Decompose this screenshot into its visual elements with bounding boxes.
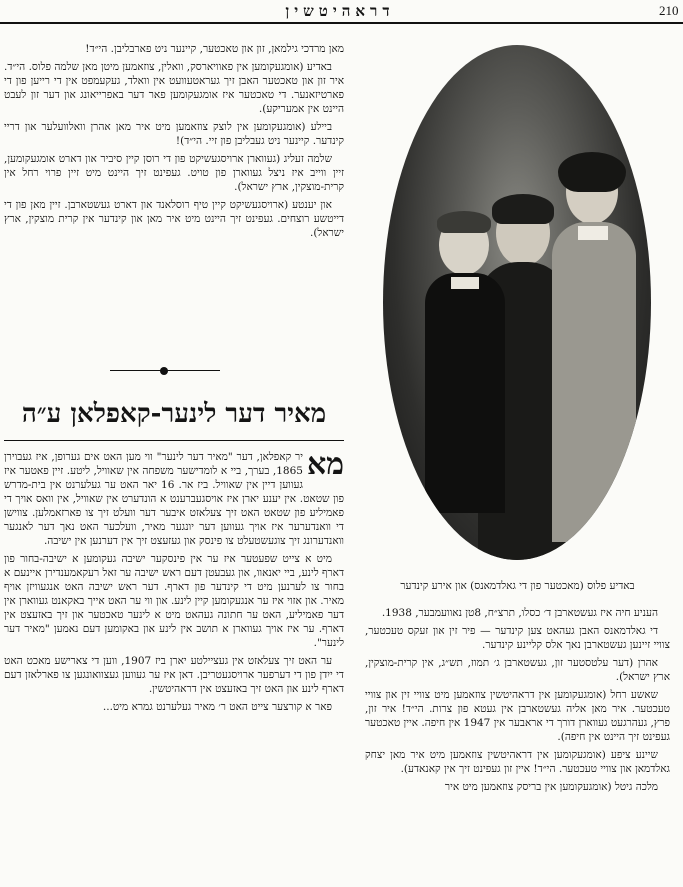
paragraph: שלמה זעליג (געווארן ארויסגעשיקט פון די רוסן קיין סיביר און דארט אומגעקומען, זיין ווייב איז ניצל געווארן פון טויט. געפינט זיך היינט מיט זיין פרוי רחל אין קרית-מוצקין, ארץ ישראל). <box>4 153 344 193</box>
article-title: מאיר דער לינער-קאפלאן ע״ה <box>21 399 327 429</box>
paragraph-text: יר קאפלאן, דער "מאיר דער לינער" ווי מען האט אים גערופן, איז געבוירן 1865, בערך, ביי א לומדישער משפחה אין שאוויל, ליטע. זיין פאטער איז געווען דיין אין שאוויל. ביז אר. 16 יאר האט ער געלערנט אין בית-מדרש פון שטאט. אין יענע יארן איז אויסגעברענט א הונדערט אין שאוויל, אין וואס אויך די פאמיליע פון שטאט האט זיך צעלאזט איבער דער וועלט זיך צו פארזאמלען. צווישן די וואנדערער איז אויך געווען דער יונגער מאיר, וועלכער האט נאך דער לאנגער וואנדערונג זיך צוגעשטעלט צו פינסק און געזעצט זיך אין דערנען אין ישיבה. <box>4 451 344 547</box>
paragraph: פאר א קורצער צייט האט ר׳ מאיר געלערנט גמרא מיט... <box>102 701 332 713</box>
family-photo <box>365 40 670 570</box>
article-body <box>4 447 344 718</box>
left-column-text <box>4 42 344 244</box>
paragraph: ביילע (אומגעקומען אין לוצק צוזאמען מיט איר מאן אהרן וואלוועלער און דריי קינדער. קיינער ניט געבליבן פון זיי. הי״ד)! <box>4 121 344 147</box>
paragraph: העניע חיה איז געשטארבן ד׳ כסלו, תרצ״ח, 8טן נאוועמבער, 1938. <box>381 607 658 619</box>
paragraph: שאשע רחל (אומגעקומען אין דראהיטשין צוזאמען מיט צוויי זין און צוויי טעכטער. איר מאן אליה געשטארבן אין געטא פון צרות. הי״ד! איר זון, פרץ, געהרגעט געווארן דורך די אראבער אין 1947 אין חיפה. איין טאכטער געפינט זיך היינט אין חיפה). <box>365 689 670 743</box>
drop-cap: מא <box>306 447 344 482</box>
running-title: דראהיטשין <box>285 2 395 20</box>
photo-caption: באדיע פלוס (מאכטער פון די גאלדמאנס) און אירע קינדער <box>400 580 635 592</box>
title-rule <box>4 440 344 441</box>
girl-figure <box>548 160 638 540</box>
section-divider <box>110 364 220 378</box>
oval-portrait <box>383 45 651 560</box>
paragraph: באדיע (אומגעקומען אין פאוויארסק, וואלין, צוזאמען מיטן מאן שלמה פלוס. הי״ד. איר זון און טאכטער האבן זיך געראטעוועט אין וואלד, געקעמפט אין די רייען פון די פארטיזאנער. די טאכטער איז אומגעקומען פאר דער באפרייאונג און דער זון לעבט היינט אין אמעריקע). <box>4 61 344 115</box>
right-column-text <box>365 606 670 798</box>
paragraph: שיינע ציפע (אומגעקומען אין דראהיטשין צוזאמען מיט איר מאן יצחק גאלדמאן און צוויי טעכטער. הי״ד! איין זון געפינט זיך אין קאנאדע). <box>365 749 670 775</box>
paragraph: די גאלדמאנס האבן געהאט צען קינדער — פיר זין און זעקס טעכטער, צוויי זיינען געשטארבן נאך אלס קליינע קינדער. <box>365 625 670 651</box>
paragraph: מיט א צייט שפעטער איז ער אין פינסקער ישיבה געקומען א ישיבה-בחור פון דארף לינע, ביי יאנאוו, און געבעטן דעם ראש ישיבה ער זאל רעקאמענדירן איינעם א בחור צו לערנען מיט די קינדער פון דארף. דער ראש ישיבה האט אנגעוויזן אויף מאיר. און אזוי איז ער אנגעקומען קיין לינע. און ווי ער האט אייך באקאנט געווארן אין דער פאמיליע, האט ער חתונה געהאט מיט א לינער טאכטער און זיך באזעצט אין דארף. ער איז אויך געווארן א תושב אין לינע און באקומען דעם נאמען "מאיר דער לינער". <box>4 553 344 649</box>
page-number: 210 <box>659 3 679 18</box>
divider-ornament <box>160 367 168 375</box>
page-header <box>0 0 683 24</box>
paragraph: אהרן (דער עלטסטער זון, געשטארבן ג׳ תמוז, תש״ג, אין קרית-מוצקין, ארץ ישראל). <box>365 657 670 683</box>
paragraph: און יענטע (ארויסגעשיקט קיין טיף רוסלאנד און דארט געשטארבן. זיין מאן פון די דייטשע רוצחים. געפינט זיך היינט מיט איר מאן און קינדער אין קרית מוצקין, ארץ ישראל). <box>4 199 344 239</box>
boy-figure <box>425 215 505 515</box>
paragraph: ער האט זיך צעלאזט אין געציילטע יארן ביז 1907, ווען די צארישע מאכט האט די ייִדן פון די דערפער ארויסגעטריבן. דאן איז ער געווען געצוואונגען צו פארלאזן דעם דארף לינע און האט זיך באזעצט אין דראהיטשין. <box>4 655 344 695</box>
paragraph <box>4 447 344 548</box>
paragraph: מלכה גיטל (אומגעקומען אין בריסק צוזאמען מיט איר <box>444 781 658 793</box>
paragraph: מאן מרדכי גילמאן, זון און טאכטער, קיינער ניט פארבליבן. הי״ד! <box>85 43 344 55</box>
